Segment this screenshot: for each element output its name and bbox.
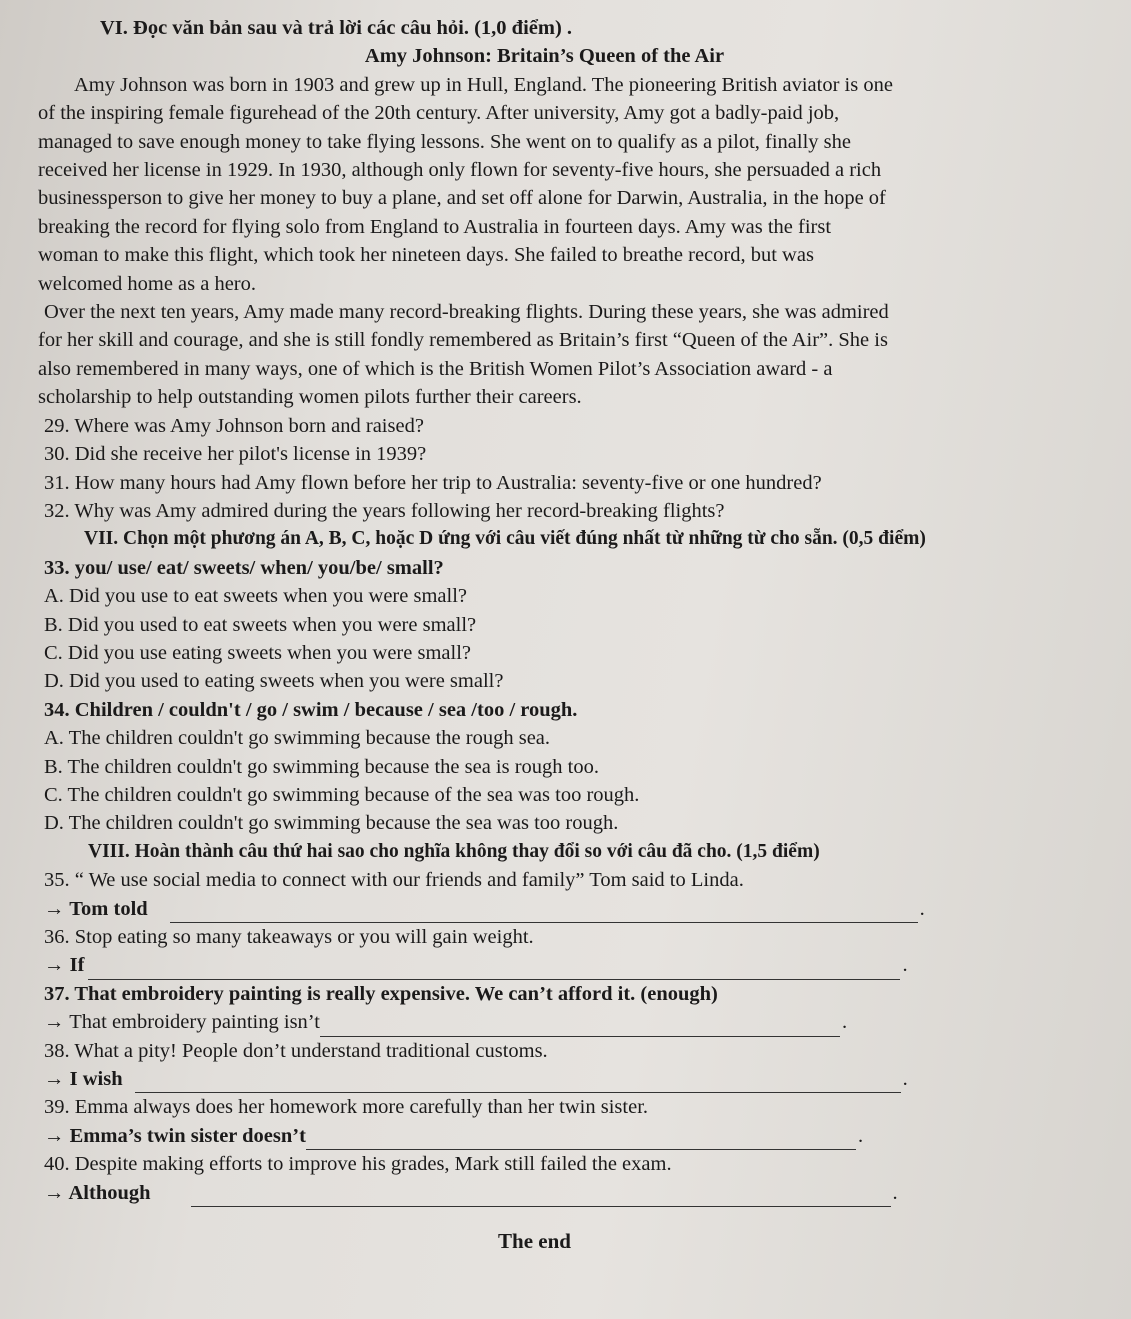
question-33-option-a: A. Did you use to eat sweets when you were small? — [44, 585, 467, 608]
answer-period: . — [919, 897, 925, 920]
question-37-prompt: 37. That embroidery painting is really expensive. We can’t afford it. (enough) — [44, 982, 718, 1005]
question-40-prompt: 40. Despite making efforts to improve his grades, Mark still failed the exam. — [44, 1153, 672, 1176]
answer-lead: → Although — [44, 1181, 151, 1204]
question-35-answer — [38, 895, 1101, 923]
passage-paragraph-2 — [38, 298, 1101, 412]
question-34-prompt: 34. Children / couldn't / go / swim / because / sea /too / rough. — [44, 698, 578, 721]
section-8-heading: VIII. Hoàn thành câu thứ hai sao cho nghĩa không thay đổi so với câu đã cho. (1,5 điểm) — [88, 840, 820, 862]
passage-line: scholarship to help outstanding women pilots further their careers. — [38, 386, 582, 409]
passage-line: businessperson to give her money to buy a plane, and set off alone for Darwin, Australia, in the hope of — [38, 187, 886, 210]
answer-period: . — [902, 954, 908, 977]
the-end-label: The end — [498, 1229, 571, 1254]
answer-lead: → I wish — [44, 1068, 123, 1091]
answer-period: . — [902, 1068, 908, 1091]
reading-questions — [38, 412, 1101, 526]
answer-blank[interactable] — [170, 904, 918, 923]
question-30: 30. Did she receive her pilot's license in 1939? — [44, 443, 427, 466]
answer-blank[interactable] — [88, 961, 900, 980]
passage-line: received her license in 1929. In 1930, although only flown for seventy-five hours, she persuaded a rich — [38, 159, 882, 182]
passage-line: of the inspiring female figurehead of the 20th century. After university, Amy got a badly-paid job, — [38, 102, 840, 125]
question-38-prompt: 38. What a pity! People don’t understand traditional customs. — [44, 1039, 548, 1062]
answer-lead: → Tom told — [44, 897, 148, 920]
passage-line: Amy Johnson was born in 1903 and grew up in Hull, England. The pioneering British aviator is one — [74, 73, 893, 96]
question-36-prompt: 36. Stop eating so many takeaways or you will gain weight. — [44, 926, 534, 948]
question-35-prompt: 35. “ We use social media to connect with our friends and family” Tom said to Linda. — [44, 869, 744, 892]
answer-lead: → Emma’s twin sister doesn’t — [44, 1124, 306, 1147]
answer-blank[interactable] — [320, 1018, 840, 1037]
question-33-prompt: 33. you/ use/ eat/ sweets/ when/ you/be/ small? — [44, 556, 444, 579]
answer-period: . — [841, 1011, 848, 1034]
question-33-option-d: D. Did you used to eating sweets when you were small? — [44, 670, 504, 693]
passage-line: woman to make this flight, which took her nineteen days. She failed to breathe record, but was — [38, 244, 814, 267]
question-34-option-c: C. The children couldn't go swimming because of the sea was too rough. — [44, 783, 640, 806]
question-40-answer — [38, 1179, 1101, 1207]
question-34-option-b: B. The children couldn't go swimming because the sea is rough too. — [44, 755, 600, 778]
question-38-answer — [38, 1065, 1101, 1093]
passage-line: also remembered in many ways, one of which is the British Women Pilot’s Association award - a — [38, 357, 833, 380]
answer-period: . — [892, 1181, 898, 1204]
question-33-option-b: B. Did you used to eat sweets when you were small? — [44, 613, 477, 636]
passage-title: Amy Johnson: Britain’s Queen of the Air — [364, 45, 725, 68]
passage-line: welcomed home as a hero. — [38, 272, 257, 295]
answer-blank[interactable] — [135, 1074, 901, 1093]
question-39-answer — [38, 1122, 1101, 1150]
question-36-answer — [38, 951, 1101, 979]
question-32: 32. Why was Amy admired during the years following her record-breaking flights? — [44, 499, 725, 522]
passage-line: managed to save enough money to take flying lessons. She went on to qualify as a pilot, finally she — [38, 130, 852, 153]
question-34-option-d: D. The children couldn't go swimming because the sea was too rough. — [44, 812, 619, 835]
passage-paragraph-1 — [38, 71, 1101, 298]
question-34-option-a: A. The children couldn't go swimming because the rough sea. — [44, 727, 551, 750]
section-7-heading: VII. Chọn một phương án A, B, C, hoặc D ứng với câu viết đúng nhất từ những từ cho sẵn. (0,5 điểm) — [84, 528, 926, 550]
answer-lead: → If — [44, 954, 85, 977]
question-33-option-c: C. Did you use eating sweets when you were small? — [44, 641, 471, 664]
passage-line: Over the next ten years, Amy made many record-breaking flights. During these years, she was admired — [44, 301, 889, 324]
answer-period: . — [857, 1124, 864, 1147]
passage-line: for her skill and courage, and she is still fondly remembered as Britain’s first “Queen of the Air”. She is — [38, 329, 888, 352]
answer-lead: → That embroidery painting isn’t — [44, 1011, 320, 1034]
section-6-heading: VI. Đọc văn bản sau và trả lời các câu hỏi. (1,0 điểm) . — [100, 17, 573, 39]
question-31: 31. How many hours had Amy flown before her trip to Australia: seventy-five or one hundred? — [44, 471, 822, 494]
passage-line: breaking the record for flying solo from England to Australia in fourteen days. Amy was the first — [38, 215, 832, 238]
question-29: 29. Where was Amy Johnson born and raised? — [44, 414, 424, 437]
answer-blank[interactable] — [306, 1131, 856, 1150]
question-37-answer — [38, 1008, 1101, 1036]
answer-blank[interactable] — [191, 1188, 891, 1207]
question-39-prompt: 39. Emma always does her homework more carefully than her twin sister. — [44, 1096, 649, 1119]
